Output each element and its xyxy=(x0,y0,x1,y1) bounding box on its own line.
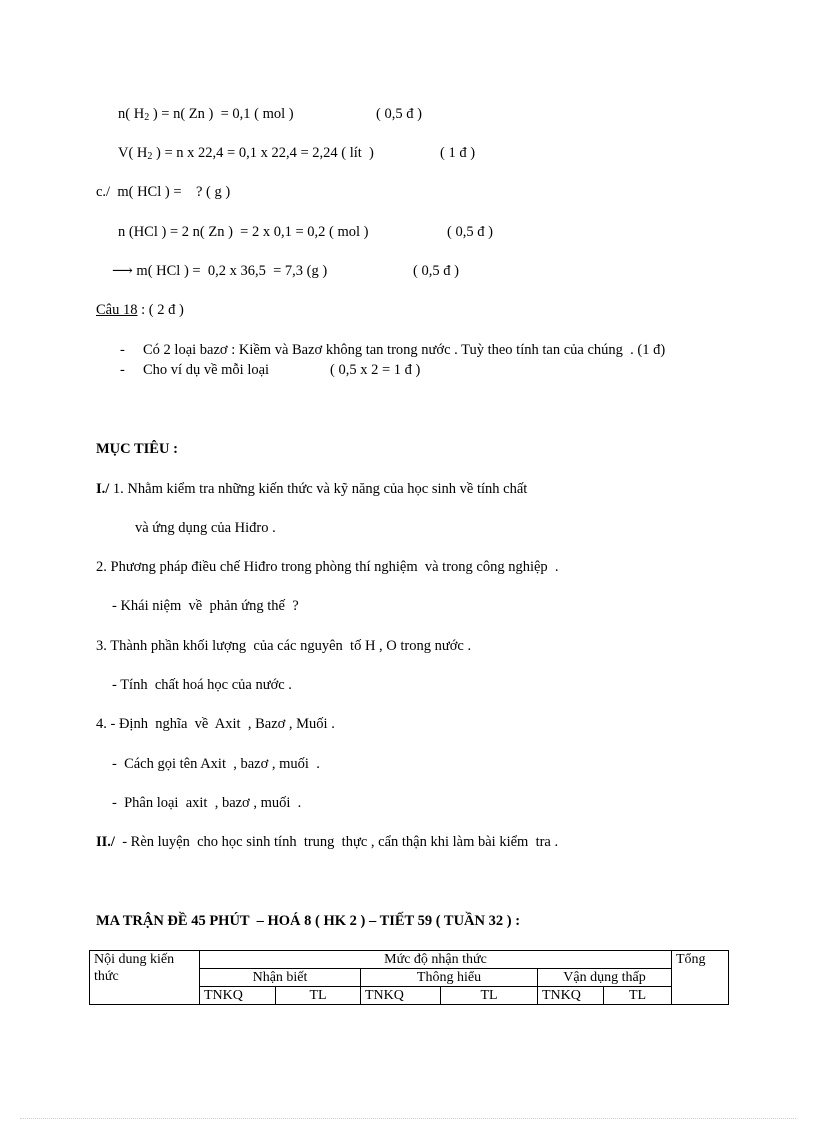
calc-line-2: V( $H_2$ ) = n x 22,4 = 0,1 x 22,4 = 2,24 ( lít ) xyxy=(118,145,374,162)
calc-line-1-score: ( 0,5 đ ) xyxy=(376,106,422,122)
muc-tieu-title: MỤC TIÊU : xyxy=(96,441,178,457)
matrix-sub-tl-2: TL xyxy=(441,987,538,1005)
matrix-sub-tnkq-3: TNKQ xyxy=(538,987,604,1005)
muc-tieu-i4c: - Phân loại axit , bazơ , muối . xyxy=(112,795,302,811)
matrix-title: MA TRẬN ĐỀ 45 PHÚT – HOÁ 8 ( HK 2 ) – TIẾT 59 ( TUẦN 32 ) : xyxy=(96,913,521,929)
muc-tieu-i1-cont: và ứng dụng của Hiđro . xyxy=(135,520,276,536)
matrix-table xyxy=(89,950,729,1005)
calc-line-1: n( $H_2$ ) = n( Zn ) = 0,1 ( mol ) xyxy=(118,106,294,123)
matrix-header-content: Nội dung kiến thức xyxy=(90,951,200,1005)
muc-tieu-i2: 2. Phương pháp điều chế Hiđro trong phòng thí nghiệm và trong công nghiệp . xyxy=(96,559,559,575)
arrow-icon: ⟶ xyxy=(112,263,133,279)
page-bottom-divider xyxy=(20,1118,796,1119)
cau18-bullet-2: Cho ví dụ về mỗi loại xyxy=(143,362,270,378)
cau18-bullet-2-dash: - xyxy=(120,362,125,378)
muc-tieu-i2b: - Khái niệm về phản ứng thế ? xyxy=(112,598,299,614)
muc-tieu-ii: II./ - Rèn luyện cho học sinh tính trung thực , cẩn thận khi làm bài kiểm tra . xyxy=(96,834,559,850)
matrix-level-thong-hieu: Thông hiểu xyxy=(361,969,538,987)
muc-tieu-i4b: - Cách gọi tên Axit , bazơ , muối . xyxy=(112,756,320,772)
matrix-header-total: Tổng xyxy=(672,951,729,1005)
muc-tieu-i1: I./ 1. Nhằm kiểm tra những kiến thức và kỹ năng của học sinh về tính chất xyxy=(96,481,528,497)
matrix-sub-tnkq-2: TNKQ xyxy=(361,987,441,1005)
cau18-bullet-2-score: ( 0,5 x 2 = 1 đ ) xyxy=(330,362,421,378)
calc-line-2-score: ( 1 đ ) xyxy=(440,145,476,161)
muc-tieu-i3b: - Tính chất hoá học của nước . xyxy=(112,677,292,693)
cau18-bullet-1-dash: - xyxy=(120,342,125,358)
muc-tieu-i3: 3. Thành phần khối lượng của các nguyên tố H , O trong nước . xyxy=(96,638,472,654)
calc-line-5-score: ( 0,5 đ ) xyxy=(413,263,459,279)
cau18-heading: Câu 18 : ( 2 đ ) xyxy=(96,302,184,318)
calc-line-4-score: ( 0,5 đ ) xyxy=(447,224,493,240)
cau18-bullet-1: Có 2 loại bazơ : Kiềm và Bazơ không tan trong nước . Tuỳ theo tính tan của chúng . (1 đ) xyxy=(143,342,666,358)
matrix-level-nhan-biet: Nhận biết xyxy=(200,969,361,987)
calc-line-5: ⟶ m( HCl ) = 0,2 x 36,5 = 7,3 (g ) xyxy=(112,263,328,279)
matrix-sub-tl-1: TL xyxy=(276,987,361,1005)
calc-line-3: c./ m( HCl ) = ? ( g ) xyxy=(96,184,231,200)
matrix-level-van-dung: Vận dụng thấp xyxy=(538,969,672,987)
calc-line-4: n (HCl ) = 2 n( Zn ) = 2 x 0,1 = 0,2 ( mol ) xyxy=(118,224,369,240)
muc-tieu-i4: 4. - Định nghĩa về Axit , Bazơ , Muối . xyxy=(96,716,335,732)
matrix-sub-tnkq-1: TNKQ xyxy=(200,987,276,1005)
matrix-sub-tl-3: TL xyxy=(604,987,672,1005)
cau18-label: Câu 18 xyxy=(96,302,138,318)
matrix-header-level: Mức độ nhận thức xyxy=(200,951,672,969)
